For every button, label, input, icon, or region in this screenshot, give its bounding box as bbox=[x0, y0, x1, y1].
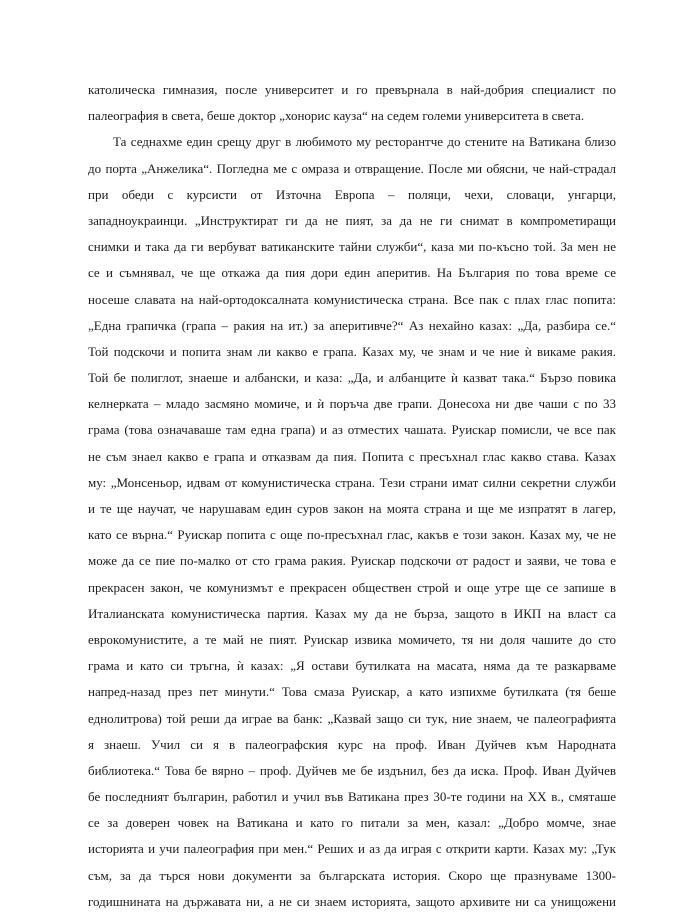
text-line: му: „Монсеньор, идвам от комунистическа страна. Тези страни имат силни секретни служби bbox=[88, 474, 616, 490]
text-line: до порта „Анжелика“. Погледна ме с омраза и отвращение. После ми обясни, че най-страдал bbox=[88, 160, 616, 176]
text-line: като се върна.“ Руискар попита с още по-пресъхнал глас, какъв е този закон. Казах му, че не bbox=[88, 527, 616, 543]
text-line: не съм знаел какво е грапа и отказвам да пия. Попита с пресъхнал глас какво става. Казах bbox=[88, 448, 616, 464]
text-line: историята и учи палеография при мен.“ Реших и аз да играя с открити карти. Казах му: „Тук bbox=[88, 841, 616, 857]
text-line: я знаеш. Учил си я в палеографския курс на проф. Иван Дуйчев към Народната bbox=[88, 736, 616, 752]
text-line: палеография в света, беше доктор „хонорис кауза“ на седем големи университета в света. bbox=[88, 108, 585, 124]
paragraph-start-line: Та седнахме един срещу друг в любимото му ресторантче до стените на Ватикана близо bbox=[113, 134, 616, 150]
text-line: годишнината на държавата ни, а не си знаем историята, защото архивите ни са унищожени bbox=[88, 893, 616, 909]
text-line: напред-назад през пет минути.“ Това смаза Руискар, а като изпихме бутилката (тя беше bbox=[88, 684, 616, 700]
text-line: библиотека.“ Това бе вярно – проф. Дуйчев ме бе издънил, без да иска. Проф. Иван Дуйчев bbox=[88, 762, 616, 778]
text-line: се и съмнявал, че ще откажа да пия дори един аперитив. На България по това време се bbox=[88, 265, 616, 281]
text-line: еврокомунистите, а те май не пият. Руискар извика момичето, тя ни доля чашите до сто bbox=[88, 631, 616, 647]
text-line: еднолитрова) той реши да играе ва банк: „Казвай защо си тук, ние знаем, че палеографията bbox=[88, 710, 616, 726]
text-line: бе последният българин, работил и учил във Ватикана през 30-те години на XX в., смяташе bbox=[88, 789, 616, 805]
text-line: снимки и така да ги вербуват ватиканските тайни служби“, каза ми по-късно той. За мен не bbox=[88, 239, 616, 255]
text-line: Той подскочи и попита знам ли какво е грапа. Казах му, че знам и че ние ѝ викаме ракия. bbox=[88, 343, 616, 359]
text-line: прекрасен закон, че комунизмът е прекрасен обществен строй и още утре ще се запише в bbox=[88, 579, 616, 595]
text-line: при обеди с курсисти от Източна Европа – поляци, чехи, словаци, унгарци, bbox=[88, 186, 616, 202]
text-line: „Една грапичка (грапа – ракия на ит.) за аперитивче?“ Аз нехайно казах: „Да, разбира се.“ bbox=[88, 317, 616, 333]
text-line: се за доверен човек на Ватикана и като го питали за мен, казал: „Добро момче, знае bbox=[88, 815, 616, 831]
text-line: Той бе полиглот, знаеше и албански, и каза: „Да, и албанците ѝ казват така.“ Бързо повика bbox=[88, 370, 616, 386]
text-line: може да се пие по-малко от сто грама ракия. Руискар подскочи от радост и заяви, че това е bbox=[88, 553, 616, 569]
text-line: грама и като си тръгна, ѝ казах: „Я остави бутилката на масата, няма да те разкарваме bbox=[88, 658, 616, 674]
text-line: келнерката – младо засмяно момиче, и ѝ поръча две грапи. Донесоха ни две чаши с по 33 bbox=[88, 396, 616, 412]
text-line: западноукраинци. „Инструктират ги да не пият, за да не ги снимат в компрометиращи bbox=[88, 212, 616, 228]
text-line: Италианската комунистическа партия. Казах му да не бърза, защото в ИКП на власт са bbox=[88, 605, 616, 621]
text-line: грама (това означаваше там една грапа) и аз отместих чашата. Руискар помисли, че все пак bbox=[88, 422, 616, 438]
text-line: католическа гимназия, после университет и го превърнала в най-добрия специалист по bbox=[88, 82, 616, 97]
text-line: носеше славата на най-ортодоксалната комунистическа страна. Все пак с плах глас попита: bbox=[88, 291, 616, 307]
text-line: съм, за да търся нови документи за българската история. Скоро ще празнуваме 1300- bbox=[88, 867, 616, 883]
body-text bbox=[88, 77, 616, 915]
text-line: и те ще научат, че нарушавам един суров закон на моята страна и ще ме изпратят в лагер, bbox=[88, 501, 616, 516]
